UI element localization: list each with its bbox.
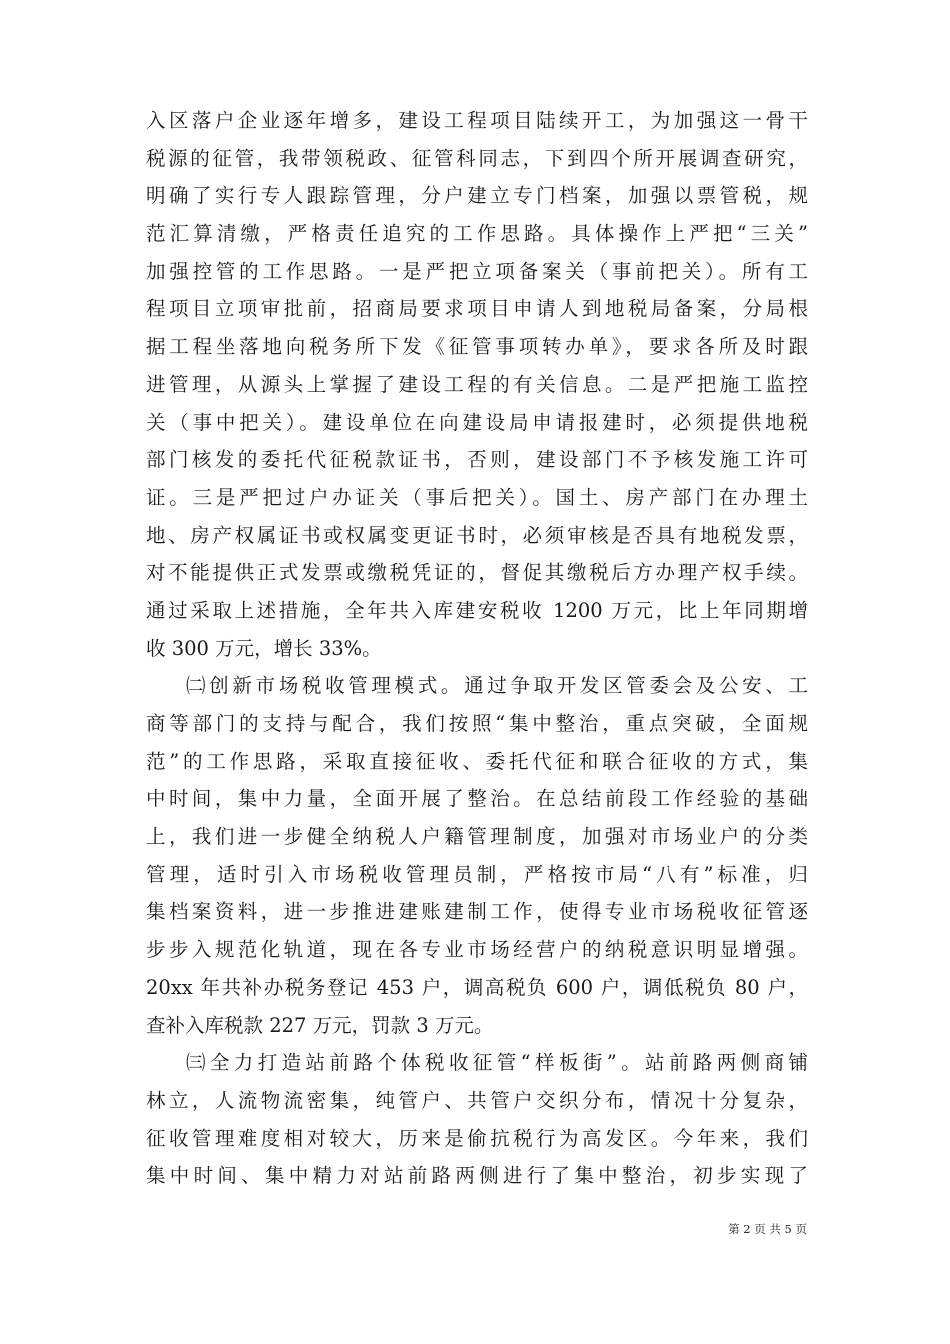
text-line: 收 300 万元，增长 33%。 — [146, 636, 382, 660]
text-line: 范”的工作思路，采取直接征收、委托代征和联合征收的方式，集 — [146, 749, 808, 773]
text-line: 对不能提供正式发票或缴税凭证的，督促其缴税后方办理产权手续。 — [146, 561, 808, 585]
text-line: 部门核发的委托代征税款证书，否则，建设部门不予核发施工许可 — [146, 448, 808, 472]
text-line: ㈢全力打造站前路个体税收征管“样板街”。站前路两侧商铺 — [186, 1051, 808, 1075]
page-number: 第 2 页 共 5 页 — [728, 1222, 807, 1236]
text-line: 入区落户企业逐年增多，建设工程项目陆续开工，为加强这一骨干 — [146, 109, 808, 132]
text-line: 进管理，从源头上掌握了建设工程的有关信息。二是严把施工监控 — [146, 372, 808, 396]
text-line: 税源的征管，我带领税政、征管科同志，下到四个所开展调查研究， — [146, 146, 808, 170]
text-line: 管理，适时引入市场税收管理员制，严格按市局“八有”标准，归 — [146, 862, 808, 886]
text-line: 范汇算清缴，严格责任追究的工作思路。具体操作上严把“三关” — [146, 222, 808, 246]
text-line: 查补入库税款 227 万元，罚款 3 万元。 — [146, 1013, 494, 1037]
text-line: 程项目立项审批前，招商局要求项目申请人到地税局备案，分局根 — [146, 297, 808, 321]
text-line: 关（事中把关）。建设单位在向建设局申请报建时，必须提供地税 — [146, 410, 808, 434]
text-line: 商等部门的支持与配合，我们按照“集中整治，重点突破，全面规 — [146, 712, 808, 735]
text-line: 据工程坐落地向税务所下发《征管事项转办单》，要求各所及时跟 — [146, 335, 808, 359]
text-line: 集中时间、集中精力对站前路两侧进行了集中整治，初步实现了 — [146, 1164, 808, 1188]
text-line: 明确了实行专人跟踪管理，分户建立专门档案，加强以票管税，规 — [146, 184, 808, 208]
text-line: 征收管理难度相对较大，历来是偷抗税行为高发区。今年来，我们 — [146, 1126, 808, 1150]
text-line: 通过采取上述措施，全年共入库建安税收 1200 万元，比上年同期增 — [146, 598, 808, 622]
text-line: 上，我们进一步健全纳税人户籍管理制度，加强对市场业户的分类 — [146, 825, 808, 849]
text-line: 地、房产权属证书或权属变更证书时，必须审核是否具有地税发票， — [146, 523, 808, 547]
text-line: 中时间，集中力量，全面开展了整治。在总结前段工作经验的基础 — [146, 787, 808, 811]
body-text — [146, 102, 808, 1195]
text-line: 林立，人流物流密集，纯管户、共管户交织分布，情况十分复杂， — [146, 1088, 808, 1112]
text-line: ㈡创新市场税收管理模式。通过争取开发区管委会及公安、工 — [186, 674, 808, 698]
text-line: 集档案资料，进一步推进建账建制工作，使得专业市场税收征管逐 — [146, 900, 808, 924]
text-line: 20xx 年共补办税务登记 453 户，调高税负 600 户，调低税负 80 户， — [146, 975, 808, 999]
text-line: 加强控管的工作思路。一是严把立项备案关（事前把关）。所有工 — [146, 259, 808, 283]
text-line: 步步入规范化轨道，现在各专业市场经营户的纳税意识明显增强。 — [146, 938, 808, 962]
text-line: 证。三是严把过户办证关（事后把关）。国土、房产部门在办理土 — [146, 485, 808, 509]
